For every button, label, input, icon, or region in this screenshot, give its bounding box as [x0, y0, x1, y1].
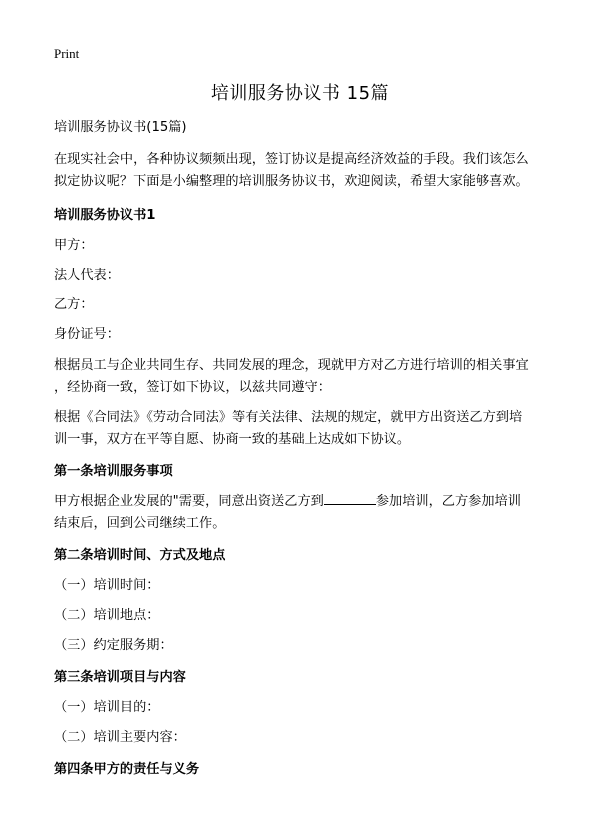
legal-representative-label: 法人代表： [54, 268, 120, 283]
article-1-heading: 第一条培训服务事项 [54, 464, 173, 479]
article-3-heading: 第三条培训项目与内容 [54, 670, 186, 685]
paragraph-1-line-1: 根据员工与企业共同生存、共同发展的理念，现就甲方对乙方进行培训的相关事宜 [54, 358, 529, 373]
intro-paragraph-line-1: 在现实社会中，各种协议频频出现，签订协议是提高经济效益的手段。我们该怎么 [54, 152, 529, 167]
paragraph-2-line-1: 根据《合同法》《劳动合同法》等有关法律、法规的规定，就甲方出资送乙方到培 [54, 410, 523, 425]
document-subtitle: 培训服务协议书(15篇) [54, 120, 187, 135]
article-2-heading: 第二条培训时间、方式及地点 [54, 548, 226, 563]
fill-in-blank [324, 492, 376, 505]
article-4-heading: 第四条甲方的责任与义务 [54, 762, 200, 777]
article-2-item-1: （一）培训时间： [54, 578, 160, 593]
article-2-item-3: （三）约定服务期： [54, 638, 173, 653]
article-1-line-2: 结束后，回到公司继续工作。 [54, 516, 226, 531]
party-a-label: 甲方： [54, 238, 94, 253]
id-number-label: 身份证号： [54, 327, 120, 342]
article-1-text-part-1: 甲方根据企业发展的"需要，同意出资送乙方到 [54, 494, 324, 509]
party-b-label: 乙方： [54, 297, 94, 312]
article-2-item-2: （二）培训地点： [54, 608, 160, 623]
article-3-item-2: （二）培训主要内容： [54, 730, 186, 745]
agreement-heading: 培训服务协议书1 [54, 208, 156, 223]
paragraph-2-line-2: 训一事，双方在平等自愿、协商一致的基础上达成如下协议。 [54, 432, 411, 447]
article-3-item-1: （一）培训目的： [54, 700, 160, 715]
document-title: 培训服务协议书 15篇 [210, 83, 390, 104]
article-1-line-1 [54, 491, 554, 513]
article-1-text-part-2: 参加培训，乙方参加培训 [375, 494, 521, 509]
print-link[interactable]: Print [54, 46, 80, 61]
paragraph-1-line-2: ，经协商一致，签订如下协议，以兹共同遵守： [54, 380, 331, 395]
intro-paragraph-line-2: 拟定协议呢？下面是小编整理的培训服务协议书，欢迎阅读，希望大家能够喜欢。 [54, 174, 529, 189]
